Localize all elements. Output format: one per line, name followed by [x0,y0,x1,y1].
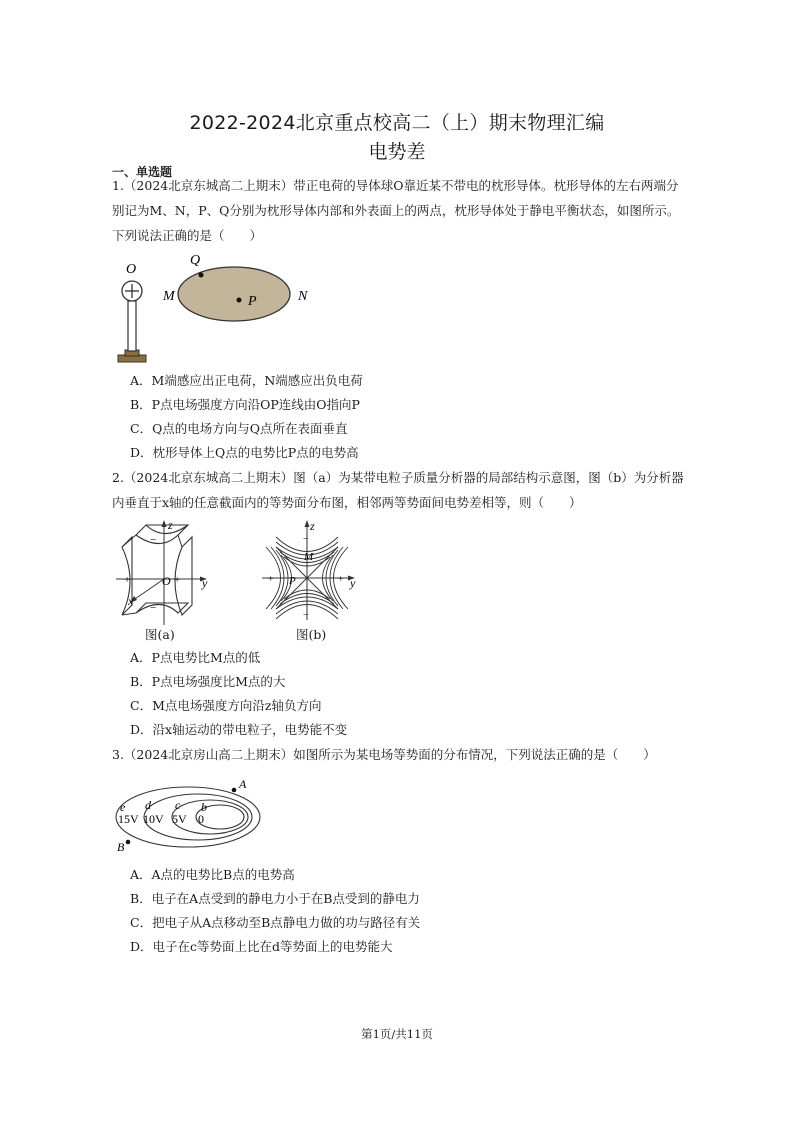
option-3A[interactable]: A．A点的电势比B点的电势高 [130,867,295,882]
potential-5V: 5V [172,812,187,826]
axis-z-label-b: z [310,520,315,533]
sign-left-b: + [268,574,274,585]
label-Q: Q [190,255,201,268]
question-3-figure [112,775,272,855]
point-A [232,788,237,793]
option-1D[interactable]: D．枕形导体上Q点的电势比P点的电势高 [130,445,359,460]
question-3-stem: 3.（2024北京房山高二上期末）如图所示为某电场等势面的分布情况，下列说法正确的是（ ） [112,747,656,762]
label-e: e [120,800,126,814]
option-2D[interactable]: D．沿x轴运动的带电粒子，电势能不变 [130,722,348,737]
potential-10V: 10V [143,812,164,826]
label-B: B [117,840,125,854]
page-subtitle: 电势差 [368,141,426,163]
option-2B[interactable]: B．P点电场强度比M点的大 [130,674,286,689]
figure-b-caption: 图(b) [296,627,327,642]
question-2-figure-a [112,517,222,642]
axis-x-label: x [128,594,134,608]
page-title: 2022-2024北京重点校高二（上）期末物理汇编 [189,112,605,134]
option-2C[interactable]: C．M点电场强度方向沿z轴负方向 [130,698,322,713]
potential-0: 0 [198,812,204,826]
question-2-figure-b [262,520,362,635]
axis-z-label: z [168,518,173,532]
sign-left: + [124,574,131,586]
point-P [237,298,242,303]
question-1-stem: 1.（2024北京东城高二上期末）带正电荷的导体球O靠近某不带电的枕形导体。枕形导体的左右两端分别记为M、N，P、Q分别为枕形导体内部和外表面上的两点，枕形导体处于静电平衡状态，如图所示。下列说法正确的是（ ） [112,178,680,243]
option-1A[interactable]: A．M端感应出正电荷，N端感应出负电荷 [130,373,363,388]
stand-rod [128,301,136,351]
axis-y-label: y [202,576,208,590]
point-B [126,840,131,845]
option-3D[interactable]: D．电子在c等势面上比在d等势面上的电势能大 [130,939,393,954]
option-1C[interactable]: C．Q点的电场方向与Q点所在表面垂直 [130,421,348,436]
question-2-stem: 2.（2024北京东城高二上期末）图（a）为某带电粒子质量分析器的局部结构示意图，图（b）为分析器内垂直于x轴的任意截面内的等势面分布图，相邻两等势面间电势差相等，则（ ） [112,470,684,510]
sign-top: − [150,534,157,546]
label-b: b [201,800,207,814]
label-O: O [126,262,137,277]
origin-O-label: O [162,574,171,588]
option-3B[interactable]: B．电子在A点受到的静电力小于在B点受到的静电力 [130,891,420,906]
potential-15V: 15V [118,812,139,826]
pillow-conductor [178,267,290,321]
sign-top-b: − [303,534,309,545]
label-M: M [163,289,175,304]
axis-y-label-b: y [350,576,356,590]
point-Q [199,273,204,278]
option-1B[interactable]: B．P点电场强度方向沿OP连线由O指向P [130,397,360,412]
sign-bottom: − [150,602,157,614]
point-M-label: M [304,551,314,563]
label-A: A [239,777,247,791]
section-heading: 一、单选题 [112,165,173,179]
point-P-label: P [289,575,296,587]
label-d: d [145,798,151,812]
sign-bottom-b: − [303,610,309,621]
sign-right: + [174,574,181,586]
label-P: P [248,294,257,309]
figure-a-caption: 图(a) [145,627,175,642]
sign-right-b: + [338,574,344,585]
label-N: N [298,289,308,304]
page-footer: 第1页/共11页 [361,1027,433,1041]
option-2A[interactable]: A．P点电势比M点的低 [130,650,261,665]
question-1-figure [112,255,332,370]
option-3C[interactable]: C．把电子从A点移动至B点静电力做的功与路径有关 [130,915,421,930]
label-c: c [175,798,181,812]
